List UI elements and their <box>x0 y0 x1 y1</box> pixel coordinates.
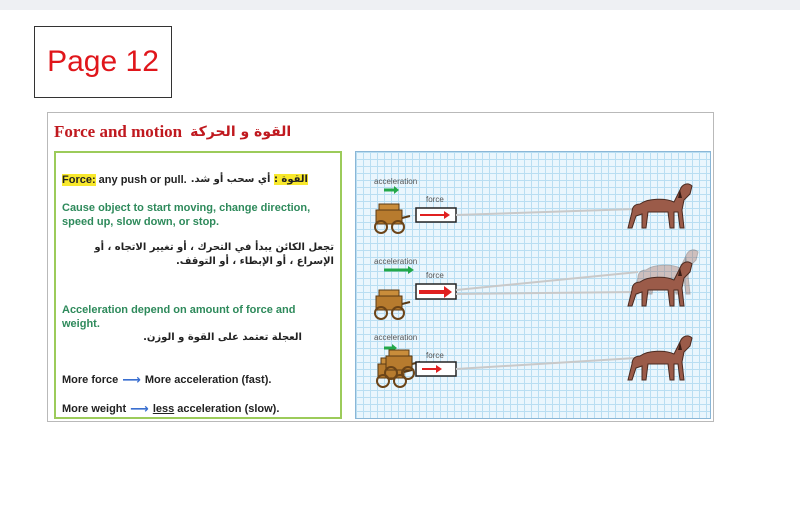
horse-icon <box>628 184 692 228</box>
cause-text: Cause object to start moving, change direction, speed up, slow down, or stop. <box>62 202 311 228</box>
more-weight-line <box>62 402 334 416</box>
rope <box>456 209 636 215</box>
force-term: Force: <box>62 174 96 186</box>
wagon-icon <box>375 204 410 233</box>
wagon-icon <box>375 290 410 319</box>
more-force-label: More force <box>62 374 119 386</box>
slide-title <box>54 121 291 143</box>
force-def: any push or pull. <box>95 174 187 186</box>
acceleration-text-ar: العجلة تعتمد على القوة و الوزن. <box>143 332 302 343</box>
title-ar: القوة و الحركة <box>190 124 292 140</box>
more-weight-result: less acceleration (slow). <box>152 403 280 415</box>
force-diagram <box>355 151 711 419</box>
acceleration-label: acceleration <box>374 177 418 186</box>
force-label: force <box>426 195 444 204</box>
right-arrow-icon: ⟶ <box>130 401 149 416</box>
force-term-ar: القوة : <box>273 174 308 185</box>
acceleration-arrow-head <box>394 186 399 194</box>
more-weight-label: More weight <box>62 403 127 415</box>
force-definition-ar <box>191 173 308 187</box>
title-en: Force and motion <box>54 122 183 141</box>
cause-text-ar: تجعل الكائن يبدأ في التحرك ، أو تغيير الاتجاه ، أو الإسراع ، أو الإبطاء ، أو التوقف. <box>94 242 334 267</box>
horse-icon <box>628 336 692 380</box>
diagram-row-3 <box>374 333 692 387</box>
diagram-svg <box>356 152 712 420</box>
top-bar <box>0 0 800 10</box>
rope <box>456 272 638 290</box>
acceleration-arrow-head <box>408 266 414 274</box>
text-panel <box>54 151 342 419</box>
force-def-ar: أي سحب أو شد. <box>190 174 274 185</box>
acceleration-text: Acceleration depend on amount of force and weight. <box>62 304 296 330</box>
acceleration-label: acceleration <box>374 257 418 266</box>
diagram-row-1 <box>374 177 692 233</box>
diagram-row-2 <box>374 250 698 319</box>
more-force-line <box>62 373 334 387</box>
force-label: force <box>426 271 444 280</box>
more-force-result: More acceleration (fast). <box>144 374 272 386</box>
page-label-text: Page 12 <box>47 45 159 78</box>
page-label <box>34 26 172 98</box>
force-label: force <box>426 351 444 360</box>
acceleration-label: acceleration <box>374 333 418 342</box>
rope <box>456 358 636 369</box>
right-arrow-icon: ⟶ <box>122 372 141 387</box>
rope <box>456 292 638 294</box>
slide <box>47 112 714 422</box>
